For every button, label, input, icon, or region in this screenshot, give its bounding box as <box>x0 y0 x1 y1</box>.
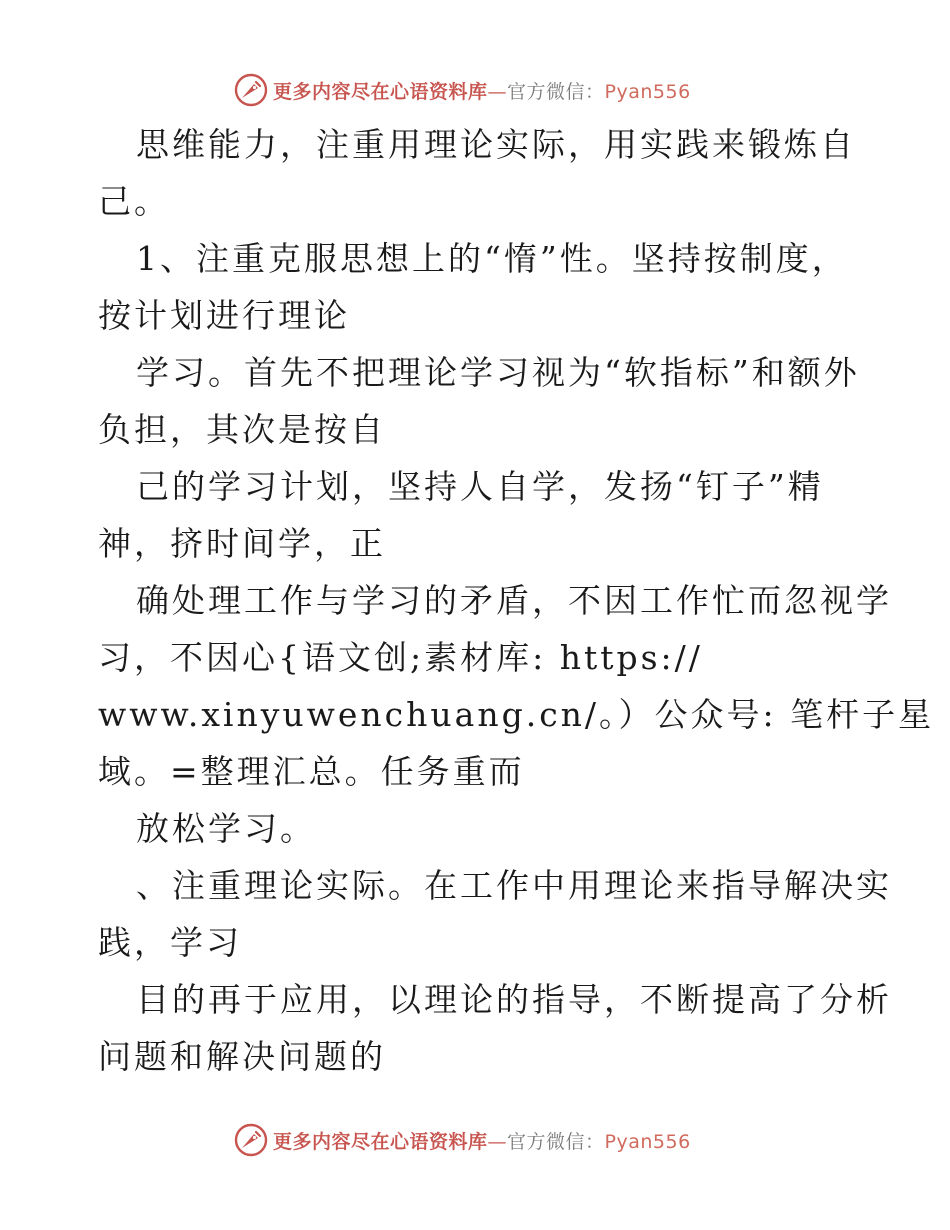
banner-wechat-label: 官方微信： <box>507 80 605 103</box>
text-line: 己的学习计划，坚持人自学，发扬“钉子”精 <box>136 467 824 506</box>
text-line: 己。 <box>98 182 170 221</box>
banner-wechat-id: Pyan556 <box>604 80 691 103</box>
text-line: 域。=整理汇总。任务重而 <box>98 752 525 791</box>
footer-banner <box>233 1120 691 1160</box>
text-line: www.xinyuwenchuang.cn/。）公众号: 笔杆子星 <box>98 695 935 734</box>
text-line: 负担，其次是按自 <box>98 410 386 449</box>
text-line: 放松学习。 <box>136 809 316 848</box>
banner-title: 更多内容尽在心语资料库 <box>273 80 488 103</box>
document-body <box>98 116 935 1085</box>
text-line: 神，挤时间学，正 <box>98 524 386 563</box>
banner-separator: — <box>487 1130 508 1153</box>
text-line: 确处理工作与学习的矛盾，不因工作忙而忽视学 <box>136 581 892 620</box>
header-banner <box>233 70 691 110</box>
text-line: 1、注重克服思想上的“惰”性。坚持按制度， <box>136 239 848 278</box>
text-line: 思维能力，注重用理论实际，用实践来锻炼自 <box>136 125 856 164</box>
banner-wechat-label: 官方微信： <box>507 1130 605 1153</box>
banner-title: 更多内容尽在心语资料库 <box>273 1130 488 1153</box>
text-line: 习，不因心{语文创;素材库: https:// <box>98 638 703 677</box>
text-line: 、注重理论实际。在工作中用理论来指导解决实 <box>136 866 892 905</box>
pen-nib-circle-icon <box>233 1122 269 1158</box>
text-line: 按计划进行理论 <box>98 296 350 335</box>
text-line: 目的再于应用，以理论的指导，不断提高了分析 <box>136 980 892 1019</box>
text-line: 践，学习 <box>98 923 242 962</box>
text-line: 学习。首先不把理论学习视为“软指标”和额外 <box>136 353 860 392</box>
text-line: 问题和解决问题的 <box>98 1037 386 1076</box>
banner-separator: — <box>487 80 508 103</box>
banner-wechat-id: Pyan556 <box>604 1130 691 1153</box>
pen-nib-circle-icon <box>233 72 269 108</box>
